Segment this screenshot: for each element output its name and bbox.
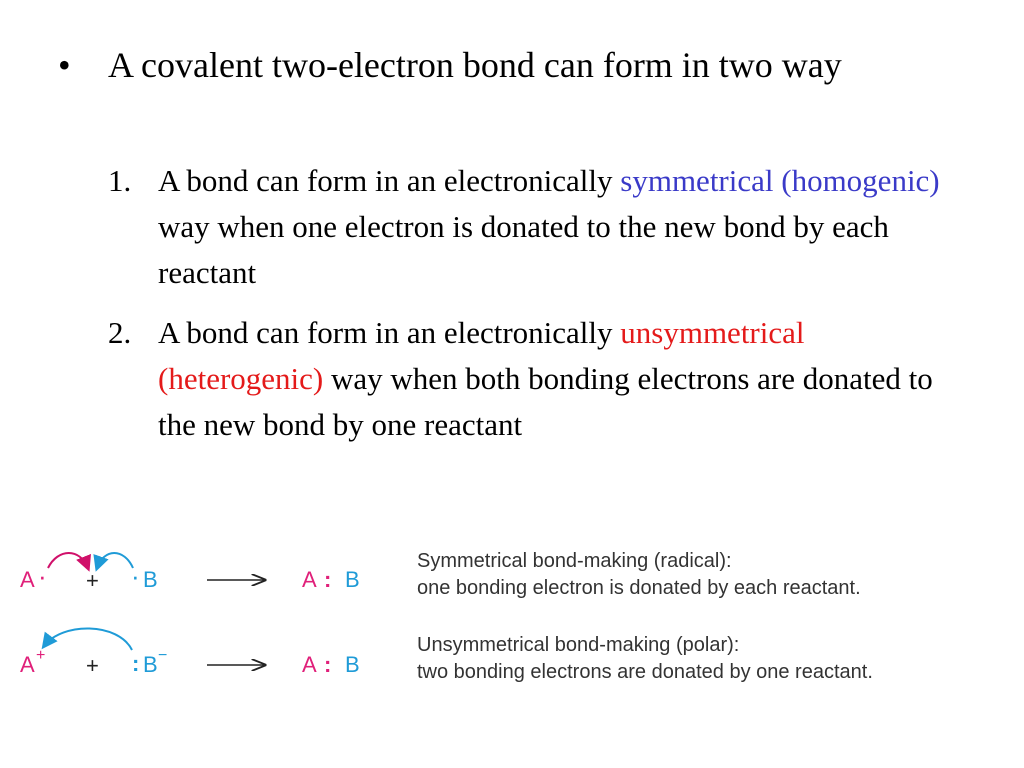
- r2-reactant-b-pair: :: [132, 651, 140, 676]
- item-1-highlight: symmetrical (homogenic): [620, 163, 940, 198]
- r1-product-colon: :: [324, 567, 332, 592]
- r1-reactant-a: A: [20, 567, 35, 592]
- r1-plus: +: [86, 568, 99, 593]
- r1-reactant-b: B: [143, 567, 158, 592]
- r1-product-b: B: [345, 567, 360, 592]
- numbered-item-2: [108, 310, 968, 448]
- r1-reactant-a-dot: ·: [38, 561, 47, 591]
- main-bullet-text: A covalent two-electron bond can form in two way: [108, 45, 842, 85]
- item-1-text-after: way when one electron is donated to the new bond by each reactant: [158, 209, 889, 290]
- caption-1-line-2: one bonding electron is donated by each reactant.: [417, 577, 861, 599]
- bullet-marker: •: [58, 45, 71, 85]
- reaction-1: [20, 553, 360, 593]
- r2-reactant-a-charge: +: [36, 647, 46, 664]
- main-bullet: [58, 40, 958, 90]
- r2-reactant-b: B: [143, 652, 158, 677]
- r1-product-a: A: [302, 567, 317, 592]
- item-1-text: [158, 158, 968, 296]
- fishhook-arrow-blue: [97, 553, 133, 568]
- r2-plus: +: [86, 653, 99, 678]
- r1-reactant-b-dot: ·: [131, 561, 140, 591]
- r2-reactant-b-charge: −: [158, 647, 168, 664]
- caption-symmetrical: [417, 548, 861, 602]
- fishhook-arrow-magenta: [48, 553, 88, 568]
- item-2-text-before: A bond can form in an electronically: [158, 315, 621, 350]
- caption-unsymmetrical: [417, 632, 873, 686]
- curved-arrow-blue: [44, 628, 132, 650]
- item-2-text: [158, 310, 968, 448]
- r2-product-b: B: [345, 652, 360, 677]
- caption-2-line-1: Unsymmetrical bond-making (polar):: [417, 634, 740, 656]
- r2-reactant-a: A: [20, 652, 35, 677]
- caption-2-line-2: two bonding electrons are donated by one reactant.: [417, 661, 873, 683]
- item-2-marker: 2.: [108, 315, 132, 350]
- item-1-marker: 1.: [108, 163, 132, 198]
- numbered-item-1: [108, 158, 968, 296]
- r2-product-colon: :: [324, 652, 332, 677]
- r2-product-a: A: [302, 652, 317, 677]
- reaction-2: [20, 628, 360, 678]
- caption-1-line-1: Symmetrical bond-making (radical):: [417, 550, 732, 572]
- item-1-text-before: A bond can form in an electronically: [158, 163, 621, 198]
- item-2-highlight: unsymmetrical (heterogenic): [158, 315, 805, 396]
- item-2-text-after: way when both bonding electrons are donated to the new bond by one reactant: [158, 361, 933, 442]
